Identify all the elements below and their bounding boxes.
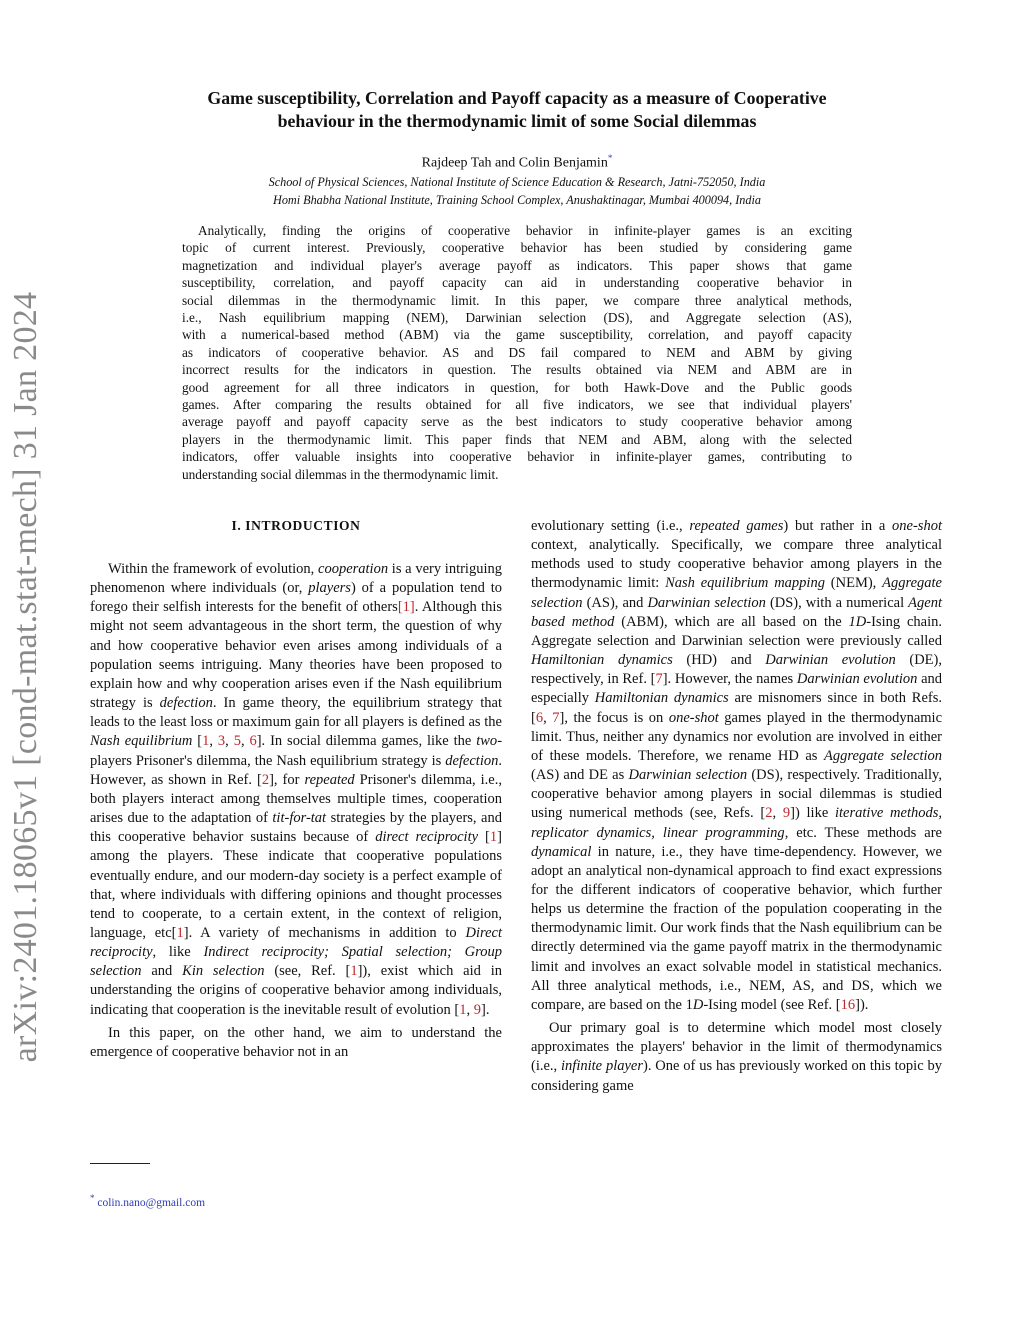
body-text: ]. A variety of mechanisms in addition to (183, 924, 466, 941)
body-text: ]. (481, 1001, 490, 1018)
abstract (182, 222, 852, 483)
author-footnote-mark[interactable]: * (607, 153, 613, 163)
body-text: , (543, 709, 553, 726)
body-text: is a very intriguing phenomenon where individuals (or, (90, 561, 502, 597)
body-text: (see, Ref. [ (264, 963, 351, 980)
citation-link[interactable]: 3 (217, 733, 226, 750)
emphasis-text: defection (159, 695, 213, 712)
intro-paragraph-2 (90, 1024, 502, 1062)
citation-link[interactable]: 1 (176, 924, 184, 941)
intro-paragraph-continued (531, 517, 942, 1015)
abstract-line: with a numerical-based method (ABM) via the game susceptibility, correlation, and payoff capacity (182, 327, 852, 343)
emphasis-text: D (692, 996, 704, 1013)
emphasis-text: infinite player (561, 1058, 643, 1075)
body-text: (DS), respectively. Traditionally, cooperative behavior among players in social dilemmas is studied using numerical methods (see, Refs. [ (531, 767, 942, 822)
body-text: -Ising model (see Ref. [ (703, 996, 841, 1013)
emphasis-text: players (308, 580, 351, 597)
body-text: In this paper, on the other hand, we aim to understand the emergence of cooperative behavior not in an (90, 1024, 502, 1060)
arxiv-identifier[interactable]: arXiv:2401.18065v1 [cond-mat.stat-mech] 31 Jan 2024 (7, 291, 44, 1063)
body-text: , (209, 733, 218, 750)
body-text: ], for (269, 771, 305, 788)
body-text: (AS), and (582, 594, 648, 611)
body-text: , (466, 1001, 474, 1018)
emphasis-text: dynamical (531, 843, 592, 860)
emphasis-text: Nash equilibrium (90, 733, 193, 750)
citation-link[interactable]: [1] (397, 599, 415, 616)
body-text: (AS) and DE as (531, 767, 629, 784)
body-text: (NEM), (824, 575, 883, 592)
emphasis-text: cooperation (318, 561, 389, 577)
affiliation-2: Homi Bhabha National Institute, Training School Complex, Anushaktinagar, Mumbai 400094, India (273, 193, 761, 207)
abstract-line: players in the thermodynamic limit. This paper finds that NEM and ABM, along with the selected (182, 431, 852, 447)
citation-link[interactable]: 6 (249, 733, 257, 750)
emphasis-text: one-shot (892, 518, 942, 534)
body-text: ) of a population tend to forego their selfish interests for the benefit of others (90, 580, 502, 616)
abstract-line: understanding social dilemmas in the thermodynamic limit. (182, 466, 499, 482)
emphasis-text: Hamiltonian dynamics (531, 652, 673, 669)
emphasis-text: iterative methods, replicator dynamics, linear programming (531, 805, 943, 841)
abstract-line: games. After comparing the results obtained for all five indicators, we see that individual players' (182, 397, 852, 413)
body-text: Within the framework of evolution, (108, 561, 319, 577)
citation-link[interactable]: 1 (350, 963, 358, 980)
body-text: (DE), respectively, in Ref. [ (531, 652, 942, 688)
intro-paragraph-3 (531, 1019, 942, 1096)
emphasis-text: Nash equilibrium mapping (665, 575, 825, 592)
footnote (90, 1193, 205, 1209)
left-column (90, 560, 502, 1062)
emphasis-text: repeated games (689, 518, 784, 534)
abstract-line: Analytically, finding the origins of cooperative behavior in infinite-player games is an exciting (198, 223, 852, 238)
body-text: . Although this might not seem advantageous in the short term, the question of why and how cooperative behavior even arises among individuals of a population seems intriguing. Many theories have been proposed to explain how and why cooperation arises even if the Nash equilibrium strategy is (90, 599, 502, 712)
citation-link[interactable]: 2 (261, 771, 270, 788)
body-text: are misnomers since in both Refs. [ (531, 690, 942, 726)
affiliation-1: School of Physical Sciences, National Institute of Science Education & Research, Jatni-752050, India (268, 175, 766, 189)
citation-link[interactable]: 7 (655, 671, 663, 688)
author-list (0, 153, 1024, 172)
citation-link[interactable]: 7 (552, 709, 560, 726)
emphasis-text: Agent based method (531, 594, 942, 630)
body-text: Our primary goal is to determine which model most closely approximates the players' behavior in the limit of thermodynamics (i.e., (531, 1020, 942, 1075)
authors-names: Rajdeep Tah and Colin Benjamin (421, 155, 608, 171)
intro-paragraph-1 (90, 560, 502, 1020)
abstract-line: topic of current interest. Previously, cooperative behavior has been studied by considering game (182, 240, 852, 256)
body-text: , (772, 805, 783, 822)
body-text: , etc. These methods are (784, 824, 942, 841)
citation-link[interactable]: 16 (840, 996, 856, 1013)
citation-link[interactable]: 6 (535, 709, 544, 726)
footnote-email-link[interactable]: colin.nano@gmail.com (97, 1196, 206, 1209)
emphasis-text: direct reciprocity (375, 829, 479, 846)
footnote-mark: * (90, 1193, 95, 1203)
abstract-line: i.e., Nash equilibrium mapping (NEM), Darwinian selection (DS), and Aggregate selection (AS), (182, 310, 852, 326)
emphasis-text: repeated (304, 771, 355, 788)
body-text: ]) like (790, 805, 835, 822)
body-text: ). One of us has previously worked on this topic by considering game (531, 1058, 942, 1094)
footnote-divider (90, 1163, 150, 1164)
body-text: ) but rather in a (783, 518, 893, 534)
abstract-line: average payoff and payoff capacity serve as the best indicators to study cooperative behavior among (182, 414, 852, 430)
emphasis-text: Darwinian selection (647, 594, 766, 611)
body-text: ]. In social dilemma games, like the (256, 733, 477, 750)
abstract-line: social dilemmas in the thermodynamic limit. In this paper, we compare three analytical methods, (182, 292, 852, 308)
emphasis-text: tit-for-tat (272, 810, 327, 827)
body-text: [ (478, 829, 490, 846)
abstract-line: good agreement for all three indicators in question, for both Hawk-Dove and the Public goods (182, 379, 852, 395)
body-text: in nature, i.e., they have time-dependency. However, we adopt an analytical non-dynamical approach to find exact expressions for the different indicators of cooperative behavior, which further helps us determine the fraction of the population cooperating in the thermodynamic limit. Our work finds that the Nash equilibrium can be directly determined via the game payoff matrix in the thermodynamic limit and involves an exact solvable model in statistical mechanics. All three analytical methods, i.e., NEM, AS, and DS, which we compare, are based on the 1 (531, 843, 942, 1013)
body-text: -Ising chain. Aggregate selection and Darwinian selection were previously called (531, 613, 942, 649)
emphasis-text: Indirect reciprocity; Spatial selection; Group selection (90, 944, 502, 980)
body-text: [ (192, 733, 203, 750)
body-text: Prisoner's dilemma, i.e., both players interact among themselves multiple times, cooperation arises due to the adaptation of (90, 771, 502, 827)
citation-link[interactable]: 1 (459, 1001, 467, 1018)
body-text: ], the focus is on (559, 709, 669, 726)
body-text: (DS), with a numerical (765, 594, 909, 611)
emphasis-text: Kin selection (182, 963, 265, 980)
body-text: , (225, 733, 234, 750)
citation-link[interactable]: 9 (782, 805, 791, 822)
body-text: . In game theory, the equilibrium strategy that leads to the least loss or maximum gain for all players is defined as the (90, 695, 502, 731)
emphasis-text: Darwinian evolution (796, 671, 918, 688)
body-text: and (141, 963, 183, 980)
emphasis-text: two (476, 733, 498, 750)
body-text: ]. However, the names (662, 671, 797, 688)
body-text: context, analytically. Specifically, we compare three analytical methods used to study cooperative behavior among players in the thermodynamic limit: (531, 537, 942, 592)
body-text: ] among the players. These indicate that cooperative populations eventually endure, and our modern-day society is a perfect example of that, where individuals with differing opinions and thought processes tend to cooperate, to a certain extent, in the context of religion, language, etc[ (90, 829, 502, 941)
title-line-1: Game susceptibility, Correlation and Payoff capacity as a measure of Cooperative (207, 88, 827, 108)
abstract-line: indicators, offer valuable insights into cooperative behavior in infinite-player games, contributing to (182, 449, 852, 465)
emphasis-text: Aggregate selection (531, 575, 942, 611)
citation-link[interactable]: 1 (489, 829, 498, 846)
body-text: (HD) and (672, 652, 766, 669)
citation-link[interactable]: 5 (233, 733, 241, 750)
title-line-2: behaviour in the thermodynamic limit of some Social dilemmas (277, 111, 757, 131)
citation-link[interactable]: 9 (473, 1001, 481, 1018)
emphasis-text: 1D (848, 613, 867, 630)
emphasis-text: Direct reciprocity (90, 924, 502, 961)
body-text: , (240, 733, 250, 750)
abstract-line: incorrect results for the indicators in question. The results obtained via NEM and ABM are in (182, 362, 852, 378)
paper-title (100, 87, 934, 133)
body-text: ]). (855, 996, 869, 1013)
emphasis-text: Darwinian selection (628, 767, 748, 784)
right-column (531, 517, 942, 1096)
citation-link[interactable]: 1 (202, 733, 210, 750)
emphasis-text: Aggregate selection (824, 747, 942, 764)
body-text: (ABM), which are all based on the (614, 613, 849, 630)
body-text: -players Prisoner's dilemma, the Nash equilibrium strategy is (90, 733, 503, 769)
body-text: and especially (531, 671, 942, 707)
emphasis-text: Darwinian evolution (765, 652, 896, 669)
abstract-line: susceptibility, correlation, and payoff capacity can aid in understanding cooperative behavior in (182, 275, 852, 291)
abstract-line: as indicators of cooperative behavior. AS and DS fail compared to NEM and ABM by giving (182, 344, 852, 360)
section-heading-introduction: I. INTRODUCTION (231, 518, 361, 533)
emphasis-text: one-shot (668, 709, 719, 726)
body-text: ]), exist which aid in understanding the origins of cooperative behavior among individuals, indicating that cooperation is the inevitable result of evolution [ (90, 963, 503, 1018)
body-text: strategies by the players, and this cooperative behavior sustains because of (90, 810, 502, 846)
body-text: evolutionary setting (i.e., (531, 518, 690, 534)
body-text: , like (152, 944, 204, 961)
citation-link[interactable]: 2 (765, 805, 773, 822)
body-text: games played in the thermodynamic limit. Thus, neither any dynamics nor evolution are involved in either of these models. Therefore, we rename HD as (531, 709, 943, 764)
abstract-line: magnetization and individual player's average payoff as indicators. This paper shows that game (182, 257, 852, 273)
emphasis-text: Hamiltonian dynamics (594, 690, 729, 707)
emphasis-text: defection (445, 752, 499, 769)
body-text: . However, as shown in Ref. [ (90, 752, 502, 788)
